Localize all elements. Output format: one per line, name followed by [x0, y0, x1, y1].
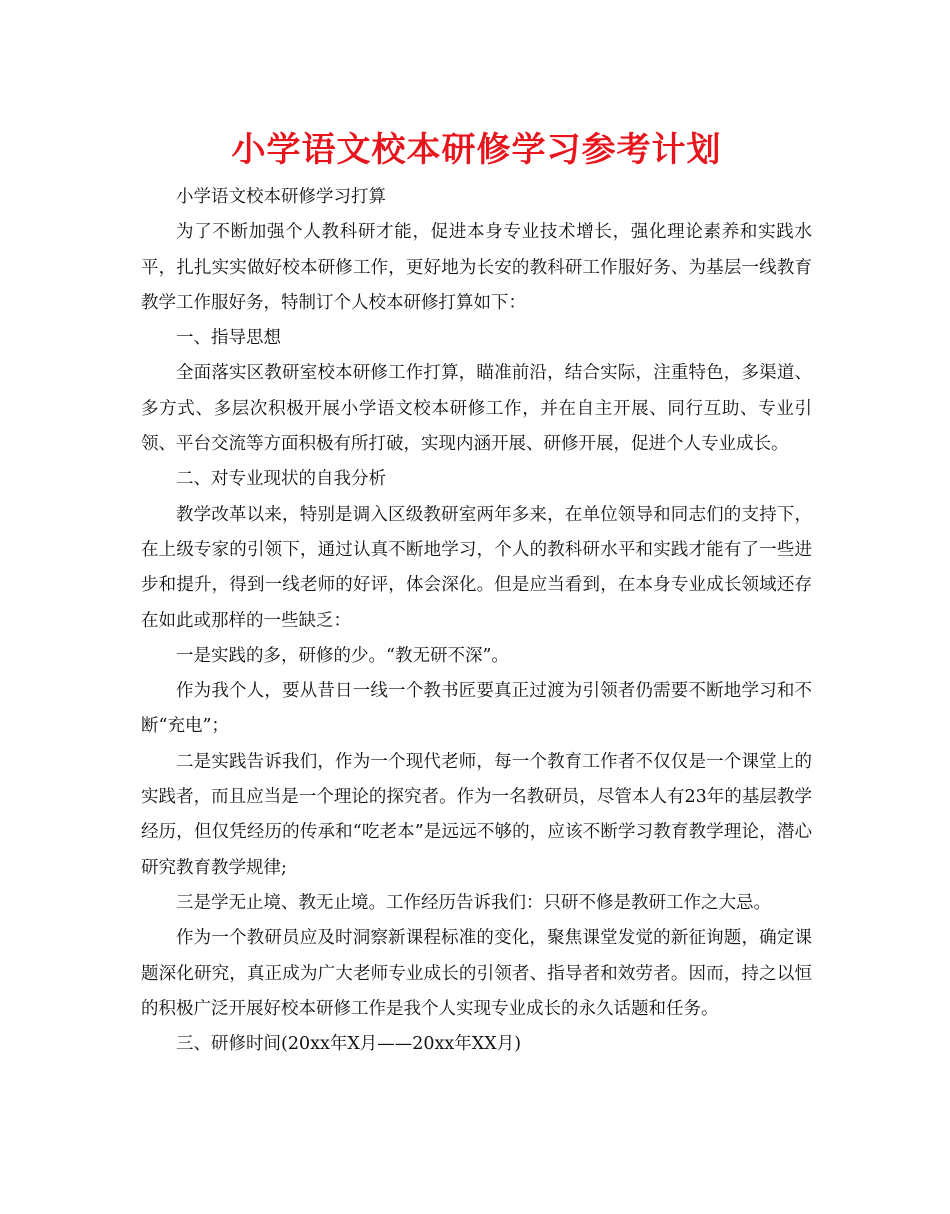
paragraph-self-analysis: 教学改革以来，特别是调入区级教研室两年多来，在单位领导和同志们的支持下，在上级专家的引领下，通过认真不断地学习，个人的教科研水平和实践才能有了一些进步和提升，得到一线老师的好评，体会深化。但是应当看到，在本身专业成长领域还存在如此或那样的一些缺乏： — [141, 504, 812, 631]
paragraph-guiding-ideology: 全面落实区教研室校本研修工作打算，瞄准前沿，结合实际，注重特色，多渠道、多方式、多层次积极开展小学语文校本研修工作，并在自主开展、同行互助、专业引领、平台交流等方面积极有所打破，实现内涵开展、研修开展，促进个人专业成长。 — [141, 363, 812, 455]
document-title: 小学语文校本研修学习参考计划 — [231, 130, 722, 170]
section-heading-study-period: 三、研修时间(20xx年X月——20xx年XX月) — [176, 1034, 522, 1055]
section-heading-self-analysis: 二、对专业现状的自我分析 — [176, 469, 386, 490]
section-heading-guiding-ideology: 一、指导思想 — [176, 328, 281, 349]
paragraph-point-one: 一是实践的多，研修的少。“教无研不深”。 — [176, 645, 509, 666]
paragraph-point-one-detail: 作为我个人，要从昔日一线一个教书匠要真正过渡为引领者仍需要不断地学习和不断“充电”； — [141, 681, 812, 737]
paragraph-point-three-detail: 作为一个教研员应及时洞察新课程标准的变化，聚焦课堂发觉的新征询题，确定课题深化研究，真正成为广大老师专业成长的引领者、指导者和效劳者。因而，持之以恒的积极广泛开展好校本研修工作是我个人实现专业成长的永久话题和任务。 — [141, 928, 812, 1019]
paragraph-subtitle: 小学语文校本研修学习打算 — [176, 187, 386, 207]
paragraph-intro: 为了不断加强个人教科研才能，促进本身专业技术增长，强化理论素养和实践水平，扎扎实实做好校本研修工作，更好地为长安的教科研工作服好务、为基层一线教育教学工作服好务，特制订个人校本研修打算如下： — [141, 222, 812, 313]
paragraph-point-three: 三是学无止境、教无止境。工作经历告诉我们：只研不修是教研工作之大忌。 — [176, 892, 771, 913]
paragraph-point-two: 二是实践告诉我们，作为一个现代老师，每一个教育工作者不仅仅是一个课堂上的实践者，而且应当是一个理论的探究者。作为一名教研员，尽管本人有23年的基层教学经历，但仅凭经历的传承和“吃老本”是远远不够的，应该不断学习教育教学理论，潜心研究教育教学规律; — [141, 751, 812, 878]
